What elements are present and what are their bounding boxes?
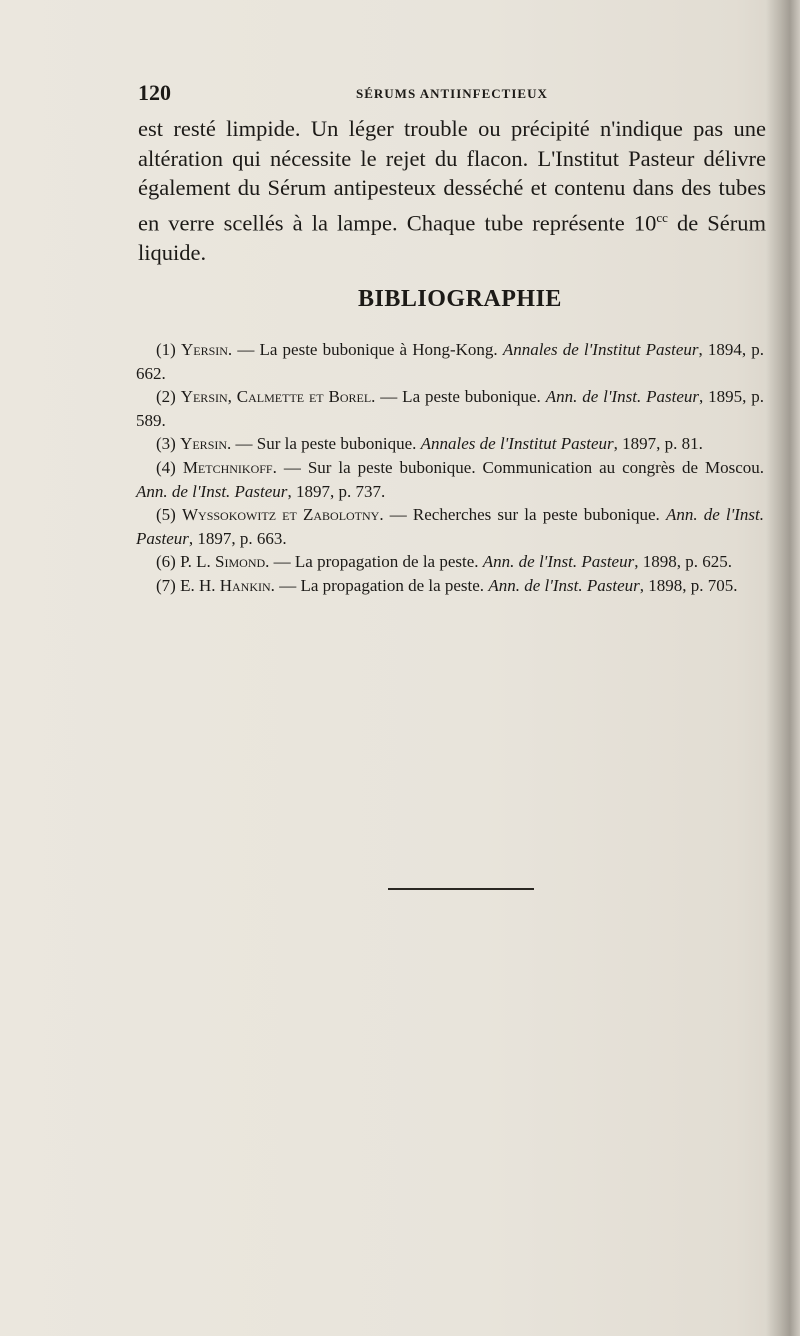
paragraph-text-main: est resté limpide. Un léger trouble ou précipité n'indique pas une altération qui nécessite le rejet du flacon. L'Institut Pasteur délivre également du Sérum antipesteux desséché et contenu dans des tubes en verre scellés à la lampe. Chaque tube représente 10: [138, 116, 766, 235]
entry-citation: , 1897, p. 81.: [613, 434, 703, 454]
bibliography-list: [136, 338, 764, 598]
page-edge-shadow: [766, 0, 800, 1336]
entry-title: — La propagation de la peste.: [274, 575, 489, 595]
entry-citation: , 1894, p. 662.: [136, 340, 765, 383]
entry-citation: , 1895, p. 589.: [136, 387, 764, 430]
entry-number: (4): [156, 457, 176, 477]
bibliography-entry: [136, 338, 764, 385]
bibliography-entry: [136, 550, 764, 574]
entry-title: — La peste bubonique à Hong-Kong.: [232, 340, 503, 359]
body-paragraph: [138, 114, 766, 267]
entry-citation: , 1897, p. 663.: [188, 528, 287, 548]
paragraph-text: [138, 114, 766, 267]
entry-journal: Ann. de l'Inst. Pasteur: [488, 575, 640, 595]
bibliography-entry: [136, 503, 764, 550]
unit-superscript: cc: [656, 209, 668, 225]
entry-number: (5): [156, 505, 176, 525]
section-end-rule: [388, 888, 534, 890]
entry-title: — Sur la peste bubonique.: [231, 434, 421, 454]
entry-journal: Annales de l'Institut Pasteur: [420, 434, 614, 454]
entry-journal: Ann. de l'Inst. Pasteur: [482, 552, 635, 572]
entry-number: (7): [156, 575, 176, 595]
entry-author: E. H. Hankin.: [180, 575, 275, 595]
entry-title: — Recherches sur la peste bubonique.: [383, 505, 666, 525]
running-title: SÉRUMS ANTIINFECTIEUX: [356, 86, 548, 101]
entry-number: (2): [156, 387, 176, 407]
entry-citation: , 1897, p. 737.: [287, 481, 386, 501]
entry-journal: Ann. de l'Inst. Pasteur: [136, 505, 765, 548]
page-number: 120: [138, 80, 171, 105]
entry-journal: Ann. de l'Inst. Pasteur: [545, 387, 699, 407]
bibliography-entry: [136, 456, 764, 503]
entry-journal: Ann. de l'Inst. Pasteur: [136, 481, 288, 501]
page-header: [138, 80, 758, 106]
entry-number: (3): [156, 434, 176, 454]
entry-number: (6): [156, 552, 176, 572]
entry-citation: , 1898, p. 625.: [634, 552, 732, 572]
paragraph-text-end: de Sérum liquide.: [138, 210, 767, 265]
entry-author: Metchnikoff.: [182, 457, 277, 477]
bibliography-entry: [136, 385, 764, 432]
entry-number: (1): [156, 340, 176, 359]
entry-title: — La peste bubonique.: [375, 387, 546, 407]
entry-journal: Annales de l'Institut Pasteur: [502, 340, 699, 359]
entry-author: Wyssokowitz et Zabolotny.: [181, 505, 384, 525]
entry-author: Yersin.: [180, 340, 233, 359]
entry-author: P. L. Simond.: [180, 552, 270, 572]
section-heading: BIBLIOGRAPHIE: [358, 286, 562, 312]
bibliography-entry: [136, 432, 764, 456]
entry-author: Yersin, Calmette et Borel.: [180, 387, 376, 407]
bibliography-entry: [136, 574, 764, 598]
entry-title: — La propagation de la peste.: [269, 552, 483, 572]
entry-title: — Sur la peste bubonique. Communication au congrès de Moscou.: [276, 457, 764, 477]
entry-author: Yersin.: [180, 434, 232, 454]
entry-citation: , 1898, p. 705.: [639, 575, 738, 595]
